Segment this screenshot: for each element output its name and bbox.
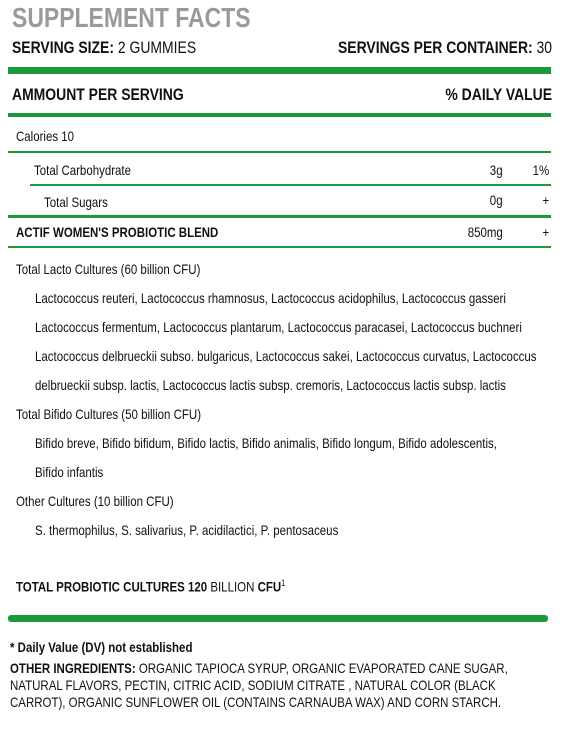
- bifido-line: Bifido infantis: [35, 464, 104, 480]
- sugars-label: Total Sugars: [44, 194, 108, 210]
- calories-row: Calories 10: [16, 128, 75, 144]
- total-label: TOTAL PROBIOTIC CULTURES 120: [16, 578, 208, 595]
- lacto-line: Lactococcus fermentum, Lactococcus plantarum, Lactococcus paracasei, Lactococcus buchneri: [35, 319, 522, 335]
- other-ingredients: [10, 660, 535, 711]
- rule-blend: [8, 246, 551, 248]
- carb-dv: 1%: [532, 162, 549, 178]
- carb-label: Total Carbohydrate: [34, 162, 132, 178]
- lacto-header: Total Lacto Cultures (60 billion CFU): [16, 261, 201, 277]
- total-probiotic-cultures: [16, 578, 285, 595]
- serving-size-value: 2 GUMMIES: [117, 38, 197, 57]
- sugars-dv: +: [542, 192, 549, 208]
- panel-title: SUPPLEMENT FACTS: [12, 2, 251, 33]
- total-unit: BILLION: [210, 578, 255, 595]
- servings-per-container: [338, 38, 552, 58]
- other-header: Other Cultures (10 billion CFU): [16, 493, 174, 509]
- servings-per-container-label: SERVINGS PER CONTAINER:: [337, 38, 533, 57]
- serving-size: [12, 38, 196, 58]
- lacto-line: Lactococcus reuteri, Lactococcus rhamnosus, Lactococcus acidophilus, Lactococcus gasseri: [35, 290, 506, 306]
- rule-sugars: [8, 215, 551, 218]
- dv-note: * Daily Value (DV) not established: [10, 639, 193, 655]
- other-line: S. thermophilus, S. salivarius, P. acidilactici, P. pentosaceus: [35, 522, 339, 538]
- lacto-line: delbrueckii subsp. lactis, Lactococcus lactis subsp. cremoris, Lactococcus lactis subsp. lactis: [35, 377, 506, 393]
- blend-amount: 850mg: [467, 224, 503, 240]
- total-cfu: CFU: [257, 578, 282, 595]
- ingredients-label: OTHER INGREDIENTS:: [10, 660, 136, 676]
- daily-value-header: % DAILY VALUE: [445, 85, 552, 104]
- medium-rule: [8, 113, 551, 117]
- amount-per-serving-header: AMMOUNT PER SERVING: [12, 85, 184, 104]
- bifido-header: Total Bifido Cultures (50 billion CFU): [16, 406, 202, 422]
- servings-per-container-value: 30: [536, 38, 552, 57]
- rule-calories: [8, 151, 551, 153]
- rule-carb: [30, 184, 551, 186]
- thick-rule-top: [8, 67, 551, 74]
- footnote-mark: 1: [281, 578, 286, 588]
- serving-size-label: SERVING SIZE:: [12, 38, 115, 57]
- lacto-line: Lactococcus delbrueckii subso. bulgaricus, Lactococcus sakei, Lactococcus curvatus, Lactococcus: [35, 348, 537, 364]
- carb-amount: 3g: [490, 162, 503, 178]
- bifido-line: Bifido breve, Bifido bifidum, Bifido lactis, Bifido animalis, Bifido longum, Bifido adolescentis,: [35, 435, 497, 451]
- blend-label: ACTIF WOMEN'S PROBIOTIC BLEND: [16, 224, 219, 240]
- ingredients-text: ORGANIC TAPIOCA SYRUP, ORGANIC EVAPORATED CANE SUGAR, NATURAL FLAVORS, PECTIN, CITRIC ACID, SODIUM CITRATE , NATURAL COLOR (BLACK CARROT), ORGANIC SUNFLOWER OIL (CONTAINS CARNAUBA WAX) AND CORN STARCH.: [10, 660, 508, 710]
- sugars-amount: 0g: [490, 192, 503, 208]
- thick-rule-bottom: [8, 615, 548, 622]
- blend-dv: +: [542, 224, 549, 240]
